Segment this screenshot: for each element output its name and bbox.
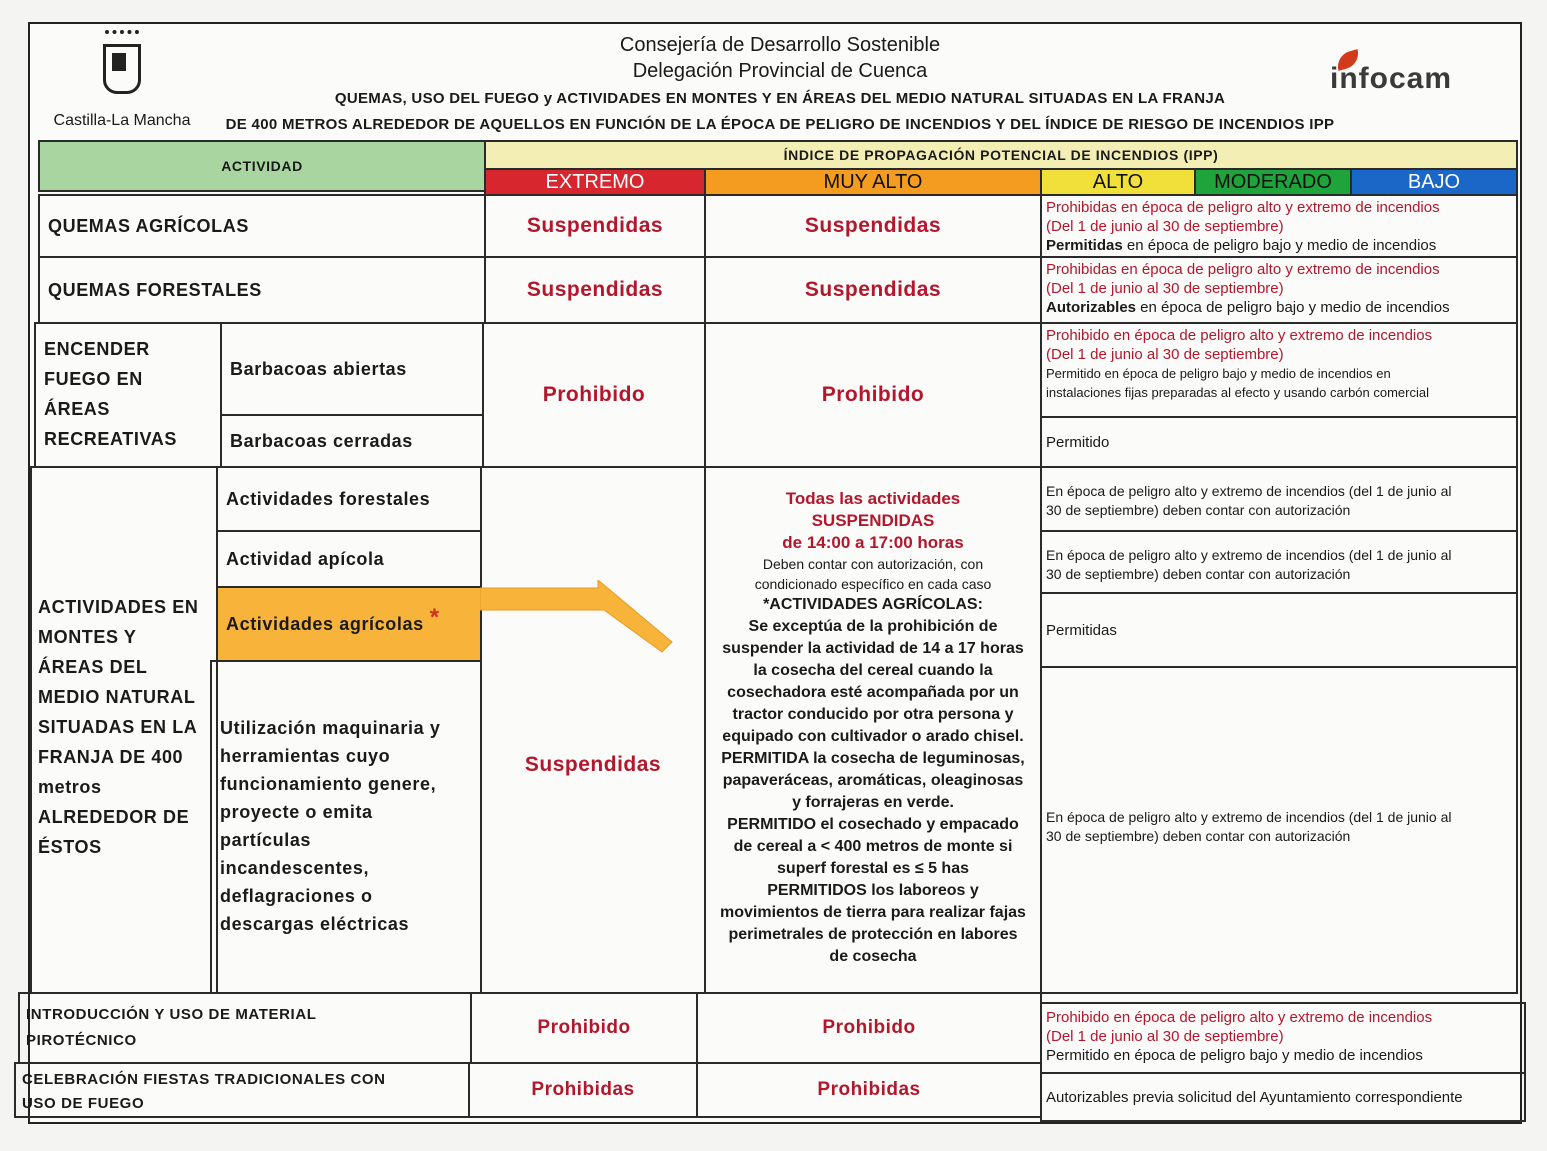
- barbacoas-cerradas-alto-bajo: Permitido: [1040, 416, 1518, 468]
- actividades-muy-alto: [704, 466, 1042, 994]
- activity-column-header: ACTIVIDAD: [38, 140, 486, 192]
- actividades-montes-label: ACTIVIDADES EN MONTES Y ÁREAS DEL MEDIO NATURAL SITUADAS EN LA FRANJA DE 400 metros ALREDEDOR DE ÉSTOS: [30, 466, 218, 994]
- maquinaria-alto-bajo: En época de peligro alto y extremo de incendios (del 1 de junio al 30 de septiembre) deben contar con autorización: [1040, 666, 1518, 994]
- quemas-agricolas-rule-2: (Del 1 de junio al 30 de septiembre): [1046, 218, 1284, 235]
- muy-alto-line: equipado con cultivador o arado chisel.: [722, 728, 1024, 745]
- fiestas-extremo: Prohibidas: [468, 1062, 698, 1118]
- muy-alto-line: PERMITIDA la cosecha de leguminosas,: [721, 750, 1025, 767]
- crown-icon: [105, 30, 139, 42]
- muy-alto-line: de 14:00 a 17:00 horas: [782, 533, 964, 552]
- pirotecnico-label: INTRODUCCIÓN Y USO DE MATERIAL PIROTÉCNICO: [18, 992, 472, 1064]
- quemas-agricolas-muy-alto: Suspendidas: [704, 194, 1042, 258]
- quemas-agricolas-rule-1: Prohibidas en época de peligro alto y extremo de incendios: [1046, 199, 1440, 216]
- actividades-agricolas-label: Actividades agrícolas *: [216, 586, 482, 662]
- muy-alto-line: suspender la actividad de 14 a 17 horas: [722, 640, 1024, 657]
- muy-alto-line: de cosecha: [829, 948, 917, 965]
- infocam-logo: [1330, 52, 1470, 112]
- actividades-extremo: Suspendidas: [480, 466, 706, 994]
- quemas-agricolas-extremo: Suspendidas: [484, 194, 706, 258]
- shield-icon: [103, 44, 141, 94]
- quemas-forestales-muy-alto: Suspendidas: [704, 256, 1042, 324]
- muy-alto-line: la cosecha del cereal cuando la: [753, 662, 993, 679]
- region-name: Castilla-La Mancha: [53, 112, 191, 129]
- muy-alto-line: Se exceptúa de la prohibición de: [748, 618, 998, 635]
- muy-alto-line: condicionado específico en cada caso: [754, 576, 992, 592]
- muy-alto-line: Todas las actividades: [785, 489, 961, 508]
- quemas-agricolas-alto-bajo: [1040, 194, 1518, 258]
- barbacoas-rule-2: (Del 1 de junio al 30 de septiembre): [1046, 346, 1284, 363]
- encender-muy-alto: Prohibido: [704, 322, 1042, 468]
- document-header: [30, 24, 1520, 142]
- forestales-alto-bajo: En época de peligro alto y extremo de incendios (del 1 de junio al 30 de septiembre) deben contar con autorización: [1040, 466, 1518, 532]
- encender-fuego-label: ENCENDER FUEGO EN ÁREAS RECREATIVAS: [34, 322, 222, 468]
- document-title-line-2: DE 400 METROS ALREDEDOR DE AQUELLOS EN FUNCIÓN DE LA ÉPOCA DE PELIGRO DE INCENDIOS Y DEL ÍNDICE DE RIESGO DE INCENDIOS IPP: [225, 116, 1335, 133]
- quemas-forestales-alto-bajo: [1040, 256, 1518, 324]
- muy-alto-header: MUY ALTO: [704, 168, 1042, 196]
- quemas-forestales-extremo: Suspendidas: [484, 256, 706, 324]
- moderado-header: MODERADO: [1194, 168, 1352, 196]
- barbacoas-rule-3: Permitido en época de peligro bajo y medio de incendios en: [1046, 366, 1391, 381]
- barbacoas-cerradas-label: Barbacoas cerradas: [220, 414, 484, 468]
- quemas-agricolas-rule-3: Permitidas en época de peligro bajo y medio de incendios: [1046, 237, 1437, 254]
- agricolas-alto-bajo: Permitidas: [1040, 592, 1518, 668]
- ipp-column-header: ÍNDICE DE PROPAGACIÓN POTENCIAL DE INCENDIOS (IPP): [484, 140, 1518, 170]
- muy-alto-line: movimientos de tierra para realizar fajas: [720, 904, 1026, 921]
- actividad-apicola-label: Actividad apícola: [216, 530, 482, 588]
- pirotecnico-alto-bajo: Prohibido en época de peligro alto y extremo de incendios (Del 1 de junio al 30 de septiembre) Permitido en época de peligro bajo y medio de incendios: [1040, 1002, 1526, 1074]
- muy-alto-line: PERMITIDOS los laboreos y: [767, 882, 979, 899]
- document-title-line-1: QUEMAS, USO DEL FUEGO y ACTIVIDADES EN MONTES Y EN ÁREAS DEL MEDIO NATURAL SITUADAS EN LA FRANJA: [334, 90, 1226, 107]
- apicola-alto-bajo: En época de peligro alto y extremo de incendios (del 1 de junio al 30 de septiembre) deben contar con autorización: [1040, 530, 1518, 594]
- pirotecnico-muy-alto: Prohibido: [696, 992, 1042, 1064]
- muy-alto-line: *ACTIVIDADES AGRÍCOLAS:: [763, 596, 983, 613]
- muy-alto-line: y forrajeras en verde.: [792, 794, 954, 811]
- infocam-wordmark: infocam: [1330, 62, 1453, 95]
- muy-alto-line: de cereal a < 400 metros de monte si: [733, 838, 1013, 855]
- muy-alto-line: PERMITIDO el cosechado y empacado: [727, 816, 1019, 833]
- maquinaria-label: Utilización maquinaria y herramientas cuyo funcionamiento genere, proyecte o emita partículas incandescentes, deflagraciones o descargas eléctricas: [210, 660, 482, 994]
- barbacoas-abiertas-alto-bajo: [1040, 322, 1518, 418]
- fiestas-label: CELEBRACIÓN FIESTAS TRADICIONALES CON USO DE FUEGO: [14, 1062, 470, 1118]
- extremo-header: EXTREMO: [484, 168, 706, 196]
- arrow-icon: [480, 580, 680, 660]
- muy-alto-line: Deben contar con autorización, con: [762, 556, 984, 572]
- barbacoas-rule-4: instalaciones fijas preparadas al efecto y usando carbón comercial: [1046, 385, 1429, 400]
- quemas-forestales-rule-1: Prohibidas en época de peligro alto y extremo de incendios: [1046, 261, 1440, 278]
- barbacoas-rule-1: Prohibido en época de peligro alto y extremo de incendios: [1046, 327, 1433, 344]
- muy-alto-line: tractor conducido por otra persona y: [732, 706, 1014, 723]
- muy-alto-line: SUSPENDIDAS: [811, 511, 935, 530]
- actividades-forestales-label: Actividades forestales: [216, 466, 482, 532]
- department-line-2: Delegación Provincial de Cuenca: [632, 60, 928, 82]
- pirotecnico-extremo: Prohibido: [470, 992, 698, 1064]
- quemas-agricolas-label: QUEMAS AGRÍCOLAS: [38, 194, 486, 258]
- quemas-forestales-rule-3: Autorizables en época de peligro bajo y medio de incendios: [1046, 299, 1450, 316]
- muy-alto-line: papaveráceas, aromáticas, oleaginosas: [722, 772, 1024, 789]
- barbacoas-abiertas-label: Barbacoas abiertas: [220, 322, 484, 416]
- fiestas-muy-alto: Prohibidas: [696, 1062, 1042, 1118]
- bajo-header: BAJO: [1350, 168, 1518, 196]
- alto-header: ALTO: [1040, 168, 1196, 196]
- encender-extremo: Prohibido: [482, 322, 706, 468]
- muy-alto-line: superf forestal es ≤ 5 has: [777, 860, 969, 877]
- asterisk-mark: *: [429, 604, 440, 631]
- fire-regulation-sheet: [22, 22, 1522, 1124]
- quemas-forestales-label: QUEMAS FORESTALES: [38, 256, 486, 324]
- department-line-1: Consejería de Desarrollo Sostenible: [619, 34, 941, 56]
- muy-alto-line: perimetrales de protección en labores: [728, 926, 1018, 943]
- quemas-forestales-rule-2: (Del 1 de junio al 30 de septiembre): [1046, 280, 1284, 297]
- fiestas-alto-bajo: Autorizables previa solicitud del Ayuntamiento correspondiente: [1040, 1072, 1526, 1122]
- muy-alto-line: cosechadora esté acompañada por un: [727, 684, 1019, 701]
